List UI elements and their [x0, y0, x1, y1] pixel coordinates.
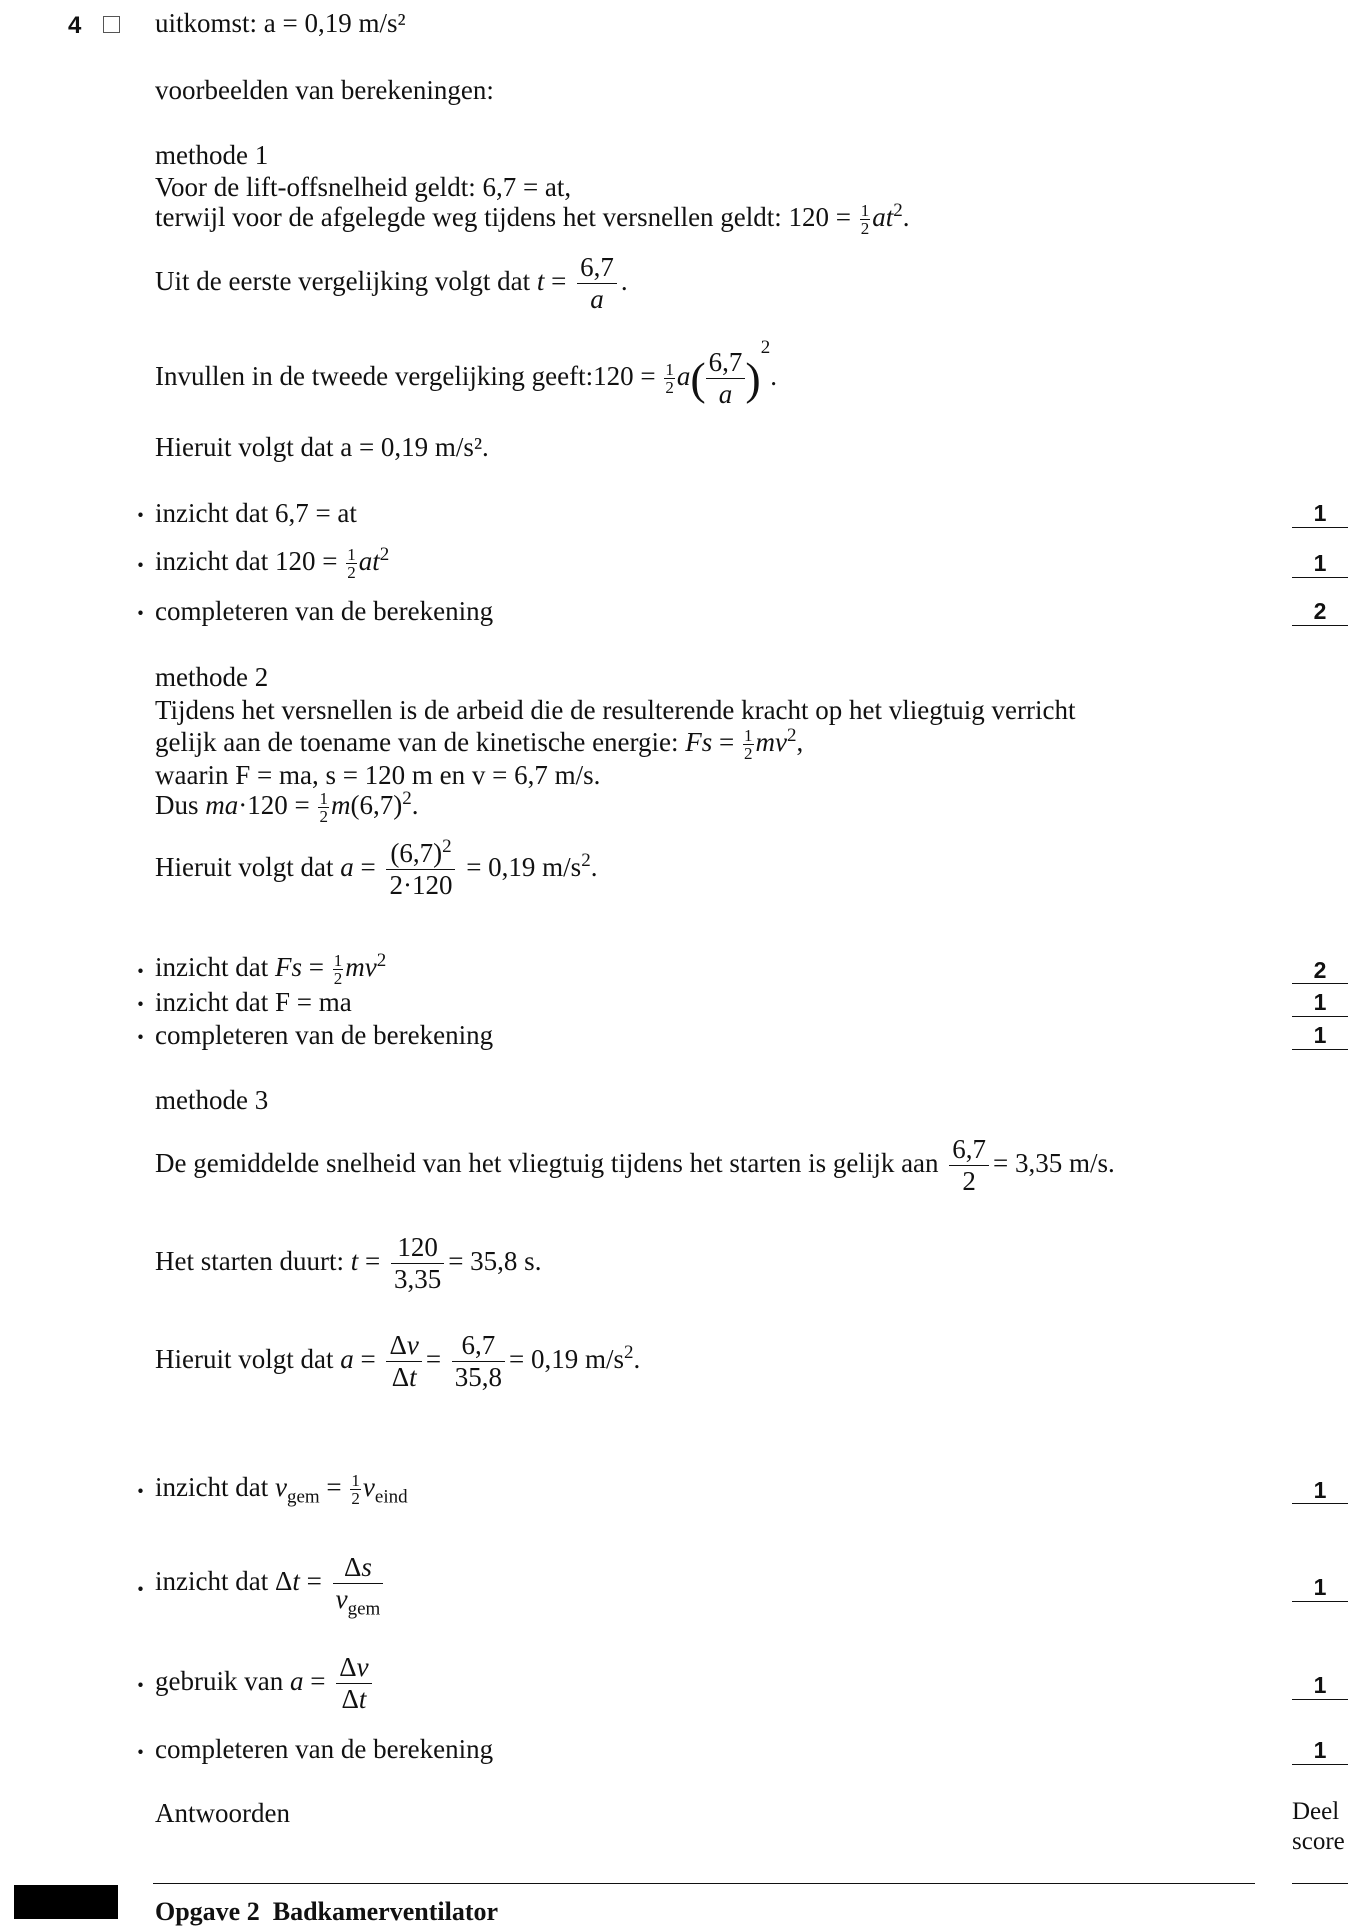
section-divider	[153, 1883, 1255, 1884]
bullet-icon: ·	[136, 598, 146, 628]
method3-score-3: 1	[1313, 1672, 1327, 1698]
examples-header: voorbeelden van berekeningen:	[155, 75, 494, 105]
method1-line1: Voor de lift-offsnelheid geldt: 6,7 = at,	[155, 172, 572, 202]
fraction-67sq-over-240: $\frac{(6,7)^2}{2\cdot 120}$	[386, 838, 455, 901]
checkbox-icon[interactable]	[103, 16, 120, 33]
method2-criterion-3: completeren van de berekening	[155, 1020, 494, 1050]
answers-label: Antwoorden	[155, 1798, 290, 1828]
method2-score-1: 2	[1313, 957, 1327, 983]
method3-title: methode 3	[155, 1085, 269, 1115]
method3-line3-text: Hieruit volgt dat	[155, 1343, 334, 1374]
method2-score-3: 1	[1313, 1022, 1327, 1048]
method3-criterion-3: gebruik van a = $\frac{\Delta v}{\Delta t}$	[155, 1652, 376, 1715]
method1-criterion-3: completeren van de berekening	[155, 596, 494, 626]
fraction-120-over-335: $\frac{120}{3,35}$	[391, 1232, 444, 1295]
half-fraction: $\frac{1}{2}$	[351, 1471, 360, 1509]
method3-criterion-2-text: inzicht dat	[155, 1565, 269, 1596]
method2-score-2: 1	[1313, 989, 1327, 1015]
method3-criterion-4: completeren van de berekening	[155, 1734, 494, 1764]
bullet-icon: ·	[136, 1737, 146, 1767]
method1-line4-text: Invullen in de tweede vergelijking geeft:	[155, 360, 594, 391]
score-underline	[1292, 527, 1348, 528]
partial-score-label-2: score	[1292, 1828, 1345, 1855]
answer-line: uitkomst: a = 0,19 m/s²	[155, 8, 406, 38]
bullet-icon: ·	[136, 1670, 146, 1700]
partial-score-label-1: Deel	[1292, 1798, 1340, 1825]
next-section-title: Opgave 2 Badkamerventilator	[155, 1897, 499, 1926]
method3-score-4: 1	[1313, 1737, 1327, 1763]
method3-line3: Hieruit volgt dat a = $\frac{\Delta v}{\Delta t}$ = $\frac{6,7}{35,8}$ = 0,19 $m/s^2$.	[155, 1330, 641, 1393]
section-marker-block	[14, 1885, 118, 1919]
method1-line2: terwijl voor de afgelegde weg tijdens het versnellen geldt: 120 = $\frac{1}{2}$ $at^2$.	[155, 200, 910, 239]
score-underline	[1292, 1049, 1348, 1050]
fraction-dv-over-dt: $\frac{\Delta v}{\Delta t}$	[386, 1330, 421, 1393]
score-underline	[1292, 1016, 1348, 1017]
half-fraction: $\frac{1}{2}$	[319, 789, 328, 827]
score-underline	[1292, 1699, 1348, 1700]
score-underline	[1292, 1503, 1348, 1504]
method3-score-2: 1	[1313, 1574, 1327, 1600]
fraction-67-over-a: $\frac{6,7}{a}$	[706, 347, 746, 410]
method2-line2: gelijk aan de toename van de kinetische energie: Fs = $\frac{1}{2}$ $mv^2$,	[155, 725, 804, 764]
method2-line3: waarin F = ma, s = 120 m en v = 6,7 m/s.	[155, 760, 601, 790]
method3-line2-text: Het starten duurt:	[155, 1245, 344, 1276]
method1-score-3: 2	[1313, 598, 1327, 624]
method1-criterion-2-text: inzicht dat 120 =	[155, 546, 338, 576]
method1-criterion-1: inzicht dat 6,7 = at	[155, 498, 357, 528]
method1-line5: Hieruit volgt dat a = 0,19 m/s².	[155, 432, 489, 462]
half-fraction: $\frac{1}{2}$	[744, 726, 753, 764]
method1-score-2: 1	[1313, 550, 1327, 576]
bullet-icon: ·	[136, 550, 146, 580]
method2-line5: Hieruit volgt dat a = $\frac{(6,7)^2}{2\cdot 120}$ = 0,19 $m/s^2$.	[155, 836, 598, 901]
method2-criterion-2: inzicht dat F = ma	[155, 987, 352, 1017]
method2-line4: Dus ma·120 = $\frac{1}{2}$ $m(6,7)^2$.	[155, 788, 419, 827]
fraction-67-over-a: $\frac{6,7}{a}$	[577, 252, 617, 315]
method2-line2-text: gelijk aan de toename van de kinetische energie:	[155, 727, 679, 757]
score-underline	[1292, 1601, 1348, 1602]
method2-line4-text: Dus	[155, 790, 199, 820]
method3-line1-text: De gemiddelde snelheid van het vliegtuig tijdens het starten is gelijk aan	[155, 1147, 939, 1178]
method1-title: methode 1	[155, 140, 269, 170]
score-underline	[1292, 1764, 1348, 1765]
method1-line2-text: terwijl voor de afgelegde weg tijdens het versnellen geldt: 120 =	[155, 202, 852, 232]
fraction-67-over-358: $\frac{6,7}{35,8}$	[452, 1330, 505, 1393]
method2-line1: Tijdens het versnellen is de arbeid die de resulterende kracht op het vliegtuig verricht	[155, 695, 1076, 725]
score-underline	[1292, 983, 1348, 984]
method1-criterion-2: inzicht dat 120 = $\frac{1}{2}$ $at^2$	[155, 544, 390, 583]
method2-line5-text: Hieruit volgt dat	[155, 851, 334, 882]
bullet-icon: ·	[136, 1476, 146, 1506]
question-number: 4	[68, 12, 82, 39]
half-fraction: $\frac{1}{2}$	[333, 951, 343, 989]
method3-line2: Het starten duurt: t = $\frac{120}{3,35}$ = 35,8 s.	[155, 1232, 542, 1295]
fraction-ds-over-vgem: $\frac{\Delta s}{v_{gem}}$	[333, 1552, 384, 1615]
half-fraction: $\frac{1}{2}$	[665, 360, 674, 398]
fraction-dv-over-dt: $\frac{\Delta v}{\Delta t}$	[336, 1652, 371, 1715]
bullet-icon: ·	[136, 989, 146, 1019]
method3-criterion-3-text: gebruik van	[155, 1665, 284, 1696]
bullet-icon: ·	[136, 956, 146, 986]
method2-title: methode 2	[155, 662, 269, 692]
method3-line1: De gemiddelde snelheid van het vliegtuig tijdens het starten is gelijk aan $\frac{6,7}{2}$ = 3,35 m/s.	[155, 1134, 1115, 1197]
score-underline	[1292, 577, 1348, 578]
method2-criterion-1-text: inzicht dat	[155, 952, 269, 982]
half-fraction: $\frac{1}{2}$	[347, 545, 356, 583]
method1-line3-text: Uit de eerste vergelijking volgt dat	[155, 265, 531, 296]
method2-criterion-1: inzicht dat Fs = $\frac{1}{2}$ $mv^2$	[155, 950, 387, 989]
bullet-icon: ·	[136, 1022, 146, 1052]
method1-line4: Invullen in de tweede vergelijking geeft:120 = $\frac{1}{2}$ a( $\frac{6,7}{a}$ )$^2$.	[155, 336, 777, 410]
fraction-67-over-2: $\frac{6,7}{2}$	[949, 1134, 989, 1197]
half-fraction: $\frac{1}{2}$	[860, 201, 870, 239]
score-underline	[1292, 625, 1348, 626]
method1-line3: Uit de eerste vergelijking volgt dat t = $\frac{6,7}{a}$ .	[155, 252, 628, 315]
method1-score-1: 1	[1313, 500, 1327, 526]
bullet-icon: ·	[136, 500, 146, 530]
section-divider-score	[1292, 1883, 1348, 1884]
method3-criterion-2: inzicht dat Δt = $\frac{\Delta s}{v_{gem}}$	[155, 1552, 387, 1615]
method3-score-1: 1	[1313, 1477, 1327, 1503]
method3-criterion-1: inzicht dat $v_{gem}$ = $\frac{1}{2}$ $v_{eind}$	[155, 1471, 408, 1509]
method3-criterion-1-text: inzicht dat	[155, 1472, 269, 1502]
bullet-icon: ·	[136, 1574, 146, 1604]
